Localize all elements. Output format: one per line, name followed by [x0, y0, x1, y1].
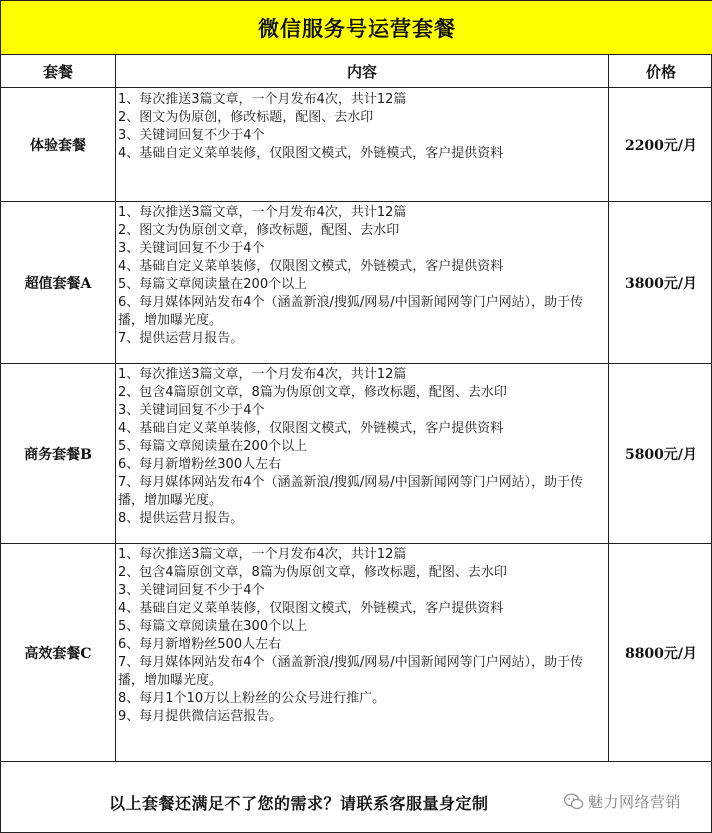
- package-name: 体验套餐: [30, 137, 86, 154]
- content-line: 3、关键词回复不少于4个: [118, 241, 265, 256]
- package-price: 8800元/月: [624, 645, 698, 662]
- package-price: 2200元/月: [624, 137, 698, 154]
- content-line: 2、包含4篇原创文章，8篇为伪原创文章，修改标题，配图、去水印: [118, 385, 507, 400]
- package-price: 3800元/月: [624, 275, 698, 292]
- column-divider: [115, 55, 116, 761]
- content-line: 1、每次推送3篇文章，一个月发布4次，共计12篇: [118, 547, 407, 562]
- content-line: 4、基础自定义菜单装修，仅限图文模式，外链模式，客户提供资料: [118, 259, 504, 274]
- content-line: 4、基础自定义菜单装修，仅限图文模式，外链模式，客户提供资料: [118, 601, 504, 616]
- content-line: 8、每月1个10万以上粉丝的公众号进行推广。: [118, 691, 386, 706]
- content-line: 1、每次推送3篇文章，一个月发布4次，共计12篇: [118, 205, 407, 220]
- content-line: 2、图文为伪原创文章，修改标题，配图、去水印: [118, 223, 400, 238]
- package-name: 高效套餐C: [24, 645, 92, 662]
- content-line: 4、基础自定义菜单装修，仅限图文模式，外链模式，客户提供资料: [118, 146, 504, 161]
- watermark-text: 魅力网络营销: [588, 793, 682, 811]
- footer-note: 以上套餐还满足不了您的需求？请联系客服量身定制: [109, 794, 489, 813]
- content-line: 3、关键词回复不少于4个: [118, 403, 265, 418]
- package-content: [118, 204, 606, 348]
- content-line: 5、每篇文章阅读量在200个以上: [118, 277, 308, 292]
- package-content: [118, 366, 606, 528]
- header-content: 内容: [346, 62, 377, 81]
- content-line: 6、每月新增粉丝500人左右: [118, 637, 282, 652]
- content-line: 3、关键词回复不少于4个: [118, 583, 265, 598]
- content-line: 7、每月媒体网站发布4个（涵盖新浪/搜狐/网易/中国新闻网等门户网站），助于传播，增加曝光度。: [118, 655, 584, 688]
- content-line: 8、提供运营月报告。: [118, 511, 244, 526]
- content-line: 6、每月媒体网站发布4个（涵盖新浪/搜狐/网易/中国新闻网等门户网站），助于传播，增加曝光度。: [118, 295, 584, 328]
- content-line: 7、提供运营月报告。: [118, 331, 244, 346]
- content-line: 4、基础自定义菜单装修，仅限图文模式，外链模式，客户提供资料: [118, 421, 504, 436]
- header-price: 价格: [645, 62, 676, 81]
- content-line: 5、每篇文章阅读量在200个以上: [118, 439, 308, 454]
- wechat-icon: [564, 793, 584, 811]
- package-content: [118, 546, 606, 726]
- header-row: [1, 55, 712, 88]
- header-package: 套餐: [42, 62, 73, 81]
- content-line: 9、每月提供微信运营报告。: [118, 709, 283, 724]
- table-title: 微信服务号运营套餐: [258, 15, 456, 41]
- table-title-row: [1, 0, 712, 55]
- content-line: 2、包含4篇原创文章，8篇为伪原创文章，修改标题，配图、去水印: [118, 565, 507, 580]
- content-line: 1、每次推送3篇文章，一个月发布4次，共计12篇: [118, 367, 407, 382]
- content-line: 7、每月媒体网站发布4个（涵盖新浪/搜狐/网易/中国新闻网等门户网站），助于传播，增加曝光度。: [118, 475, 584, 508]
- package-price: 5800元/月: [624, 446, 698, 463]
- package-name: 超值套餐A: [24, 275, 92, 292]
- content-line: 1、每次推送3篇文章，一个月发布4次，共计12篇: [118, 92, 407, 107]
- package-name: 商务套餐B: [24, 446, 92, 463]
- watermark: [564, 791, 681, 812]
- content-line: 6、每月新增粉丝300人左右: [118, 457, 282, 472]
- content-line: 5、每篇文章阅读量在300个以上: [118, 619, 308, 634]
- package-content: [118, 91, 606, 163]
- content-line: 3、关键词回复不少于4个: [118, 128, 265, 143]
- content-line: 2、图文为伪原创，修改标题，配图、去水印: [118, 110, 374, 125]
